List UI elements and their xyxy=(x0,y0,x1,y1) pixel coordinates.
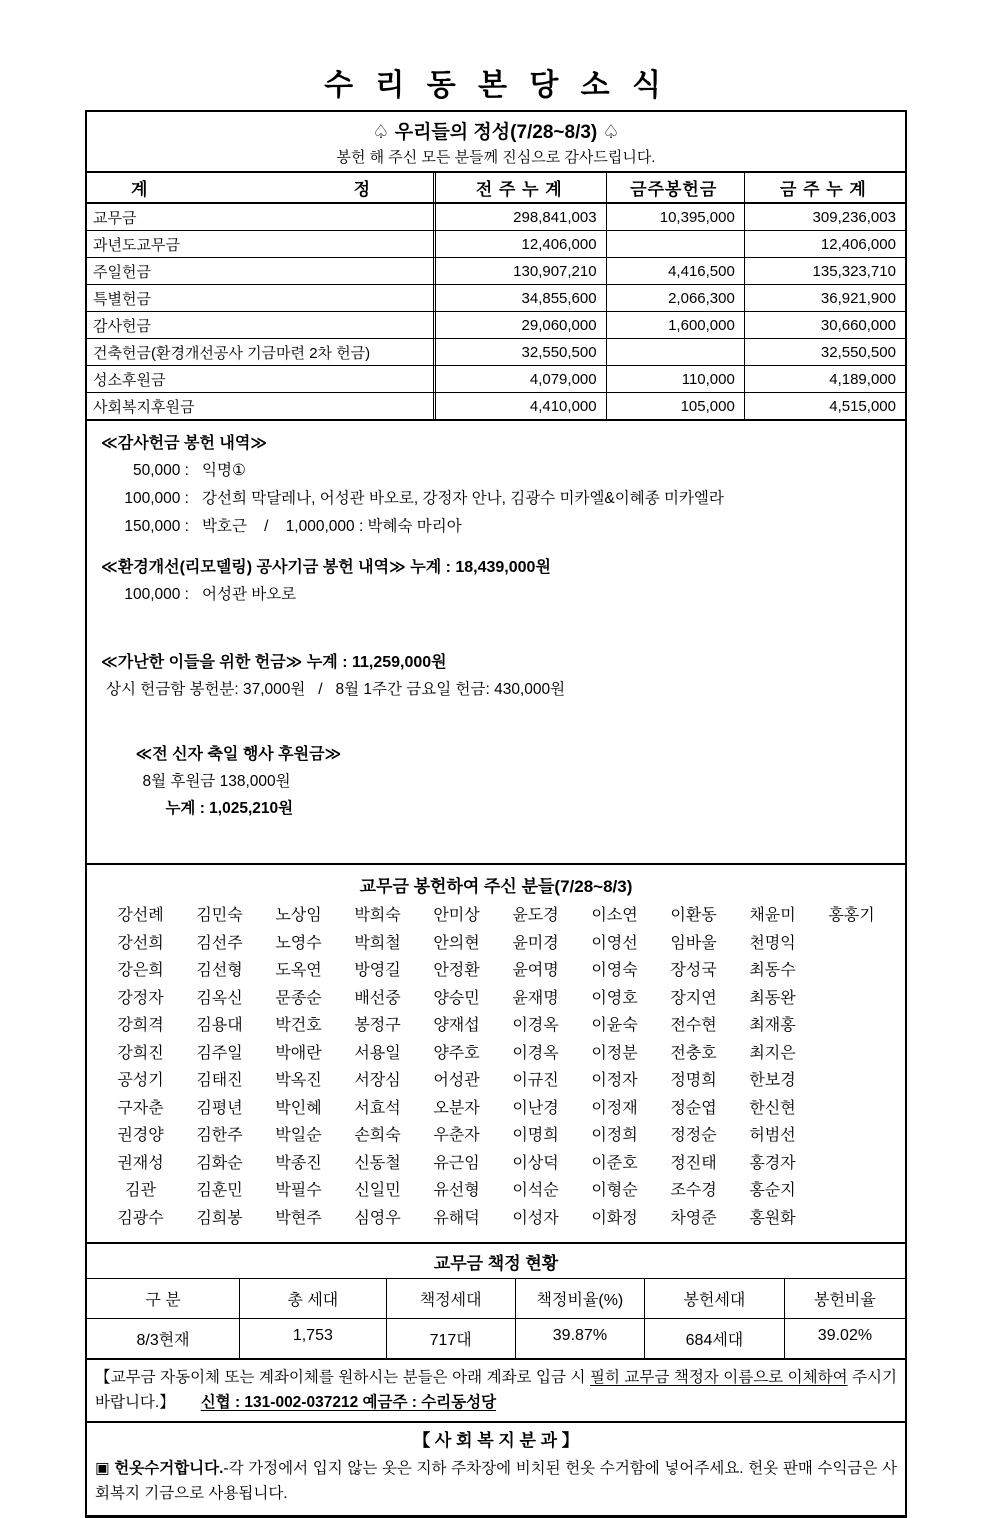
welfare-notice xyxy=(95,1456,897,1506)
thanks-offering-title: ≪감사헌금 봉헌 내역≫ xyxy=(101,435,268,452)
offering-donor-names: 박호근 / 1,000,000 : 박혜숙 마리아 xyxy=(202,518,462,535)
column-header-week-offering: 금주봉헌금 xyxy=(606,173,744,202)
donor-name: 손희숙 xyxy=(354,1127,401,1144)
offering-amount: 150,000 : xyxy=(124,518,189,535)
offering-prev-total: 130,907,210 xyxy=(433,258,606,284)
donor-name: 강은희 xyxy=(117,962,164,979)
donor-name: 박필수 xyxy=(275,1182,322,1199)
offering-week-amount: 110,000 xyxy=(606,366,744,392)
donor-name: 이환동 xyxy=(670,907,717,924)
offering-row xyxy=(87,338,905,365)
donor-name: 박희철 xyxy=(354,934,401,952)
donor-name: 노상임 xyxy=(275,907,322,924)
donor-row xyxy=(101,1067,891,1095)
donor-name: 박종진 xyxy=(275,1154,322,1172)
donor-name: 강선례 xyxy=(117,907,164,924)
thanks-offering-line xyxy=(101,457,891,485)
donors-section xyxy=(87,863,905,1242)
donor-name: 유근임 xyxy=(433,1154,480,1172)
offering-prev-total: 4,079,000 xyxy=(433,366,606,392)
assessment-title: 교무금 책정 현황 xyxy=(87,1244,905,1279)
assessment-column-header: 봉헌비율 xyxy=(784,1279,905,1318)
offerings-title: ♤ 우리들의 정성(7/28~8/3) ♤ xyxy=(372,122,620,143)
column-header-account-right: 정 xyxy=(353,180,371,199)
donor-name: 권경양 xyxy=(117,1127,164,1144)
donor-name: 홍홍기 xyxy=(828,907,875,924)
spacer xyxy=(101,541,891,554)
donor-name: 김평년 xyxy=(196,1099,243,1117)
donor-name: 공성기 xyxy=(117,1072,164,1089)
offering-prev-total: 29,060,000 xyxy=(433,312,606,338)
donor-name: 김한주 xyxy=(196,1127,243,1144)
donor-name: 이규진 xyxy=(512,1072,559,1089)
donor-name: 강희격 xyxy=(117,1017,164,1034)
donor-name: 박일순 xyxy=(275,1127,322,1144)
donor-name: 안의현 xyxy=(433,934,480,952)
donor-name: 박희숙 xyxy=(354,907,401,924)
donor-name: 양재섭 xyxy=(433,1017,480,1034)
poor-fund-line: 상시 헌금함 봉헌분: 37,000원 / 8월 1주간 금요일 헌금: 430,000원 xyxy=(106,681,566,698)
donor-name: 조수경 xyxy=(670,1182,717,1199)
donor-name: 도옥연 xyxy=(275,962,322,979)
thanks-offering-lines xyxy=(101,457,891,541)
offering-label: 성소후원금 xyxy=(93,371,166,389)
donor-name: 김옥신 xyxy=(196,989,243,1007)
donor-name: 홍원화 xyxy=(749,1209,796,1227)
donor-row xyxy=(101,1040,891,1068)
bank-account-info: 신협 : 131-002-037212 예금주 : 수리동성당 xyxy=(200,1394,497,1411)
offering-week-total: 12,406,000 xyxy=(744,231,905,257)
donor-name: 이윤숙 xyxy=(591,1017,638,1034)
assessment-value: 717대 xyxy=(386,1319,515,1358)
donor-name: 윤미경 xyxy=(512,934,559,952)
donor-name: 박애란 xyxy=(275,1044,322,1062)
offering-week-total: 36,921,900 xyxy=(744,285,905,311)
donor-name: 이명희 xyxy=(512,1127,559,1144)
offering-week-total: 30,660,000 xyxy=(744,312,905,338)
spacer xyxy=(101,609,891,649)
donor-name: 신동철 xyxy=(354,1154,401,1172)
donor-name: 이경옥 xyxy=(512,1044,559,1062)
donor-name: 신일민 xyxy=(354,1182,401,1199)
thanks-offering-line xyxy=(101,513,891,541)
donor-name: 유선형 xyxy=(433,1182,480,1199)
donor-name: 장성국 xyxy=(670,962,717,979)
donor-name: 채윤미 xyxy=(749,907,796,924)
offering-week-amount xyxy=(606,339,744,365)
offering-label: 사회복지후원금 xyxy=(93,398,195,416)
donor-name: 전수현 xyxy=(670,1017,717,1034)
remodeling-fund-line xyxy=(101,581,891,609)
donor-row xyxy=(101,902,891,930)
donor-name: 전충호 xyxy=(670,1044,717,1062)
donor-name: 이정분 xyxy=(591,1044,638,1062)
donor-name: 박건호 xyxy=(275,1017,322,1034)
donor-name: 이상덕 xyxy=(512,1154,559,1172)
donor-name: 이영숙 xyxy=(591,962,638,979)
assessment-section xyxy=(87,1242,905,1358)
offering-label: 건축헌금(환경개선공사 기금마련 2차 헌금) xyxy=(93,344,371,362)
offerings-header xyxy=(87,112,905,173)
donor-name: 허범선 xyxy=(749,1127,796,1144)
donor-name: 이난경 xyxy=(512,1099,559,1117)
offering-label: 주일헌금 xyxy=(93,263,151,281)
offering-donor-names: 익명① xyxy=(202,462,246,479)
donor-name: 권재성 xyxy=(117,1154,164,1172)
donor-name: 이성자 xyxy=(512,1209,559,1227)
donor-row xyxy=(101,1012,891,1040)
donor-name: 김화순 xyxy=(196,1154,243,1172)
donor-name: 서용일 xyxy=(354,1044,401,1062)
welfare-notice-body: -각 가정에서 입지 않는 옷은 지하 주차장에 비치된 헌옷 수거함에 넣어주세요. 헌옷 판매 수익금은 사회복지 기금으로 사용됩니다. xyxy=(95,1460,897,1502)
offering-prev-total: 298,841,003 xyxy=(433,204,606,230)
donor-name: 박인혜 xyxy=(275,1099,322,1117)
offering-week-amount: 4,416,500 xyxy=(606,258,744,284)
offering-row xyxy=(87,311,905,338)
poor-fund-title: ≪가난한 이들을 위한 헌금≫ 누계 : 11,259,000원 xyxy=(101,654,447,671)
donor-name: 윤여명 xyxy=(512,962,559,979)
assessment-value: 684세대 xyxy=(644,1319,784,1358)
offering-week-amount: 2,066,300 xyxy=(606,285,744,311)
page-title: 수 리 동 본 당 소 식 xyxy=(324,69,668,102)
donor-name: 양주호 xyxy=(433,1044,480,1062)
offering-row xyxy=(87,230,905,257)
donor-name: 김선주 xyxy=(196,934,243,952)
offering-week-total: 4,515,000 xyxy=(744,393,905,419)
donor-name: 우춘자 xyxy=(433,1127,480,1144)
donor-name: 김훈민 xyxy=(196,1182,243,1199)
donor-name: 봉정구 xyxy=(354,1017,401,1034)
offering-row xyxy=(87,204,905,230)
assessment-header-row xyxy=(87,1279,905,1319)
donor-name: 최동완 xyxy=(749,989,796,1007)
donor-name: 이석순 xyxy=(512,1182,559,1199)
donor-name: 김태진 xyxy=(196,1072,243,1089)
offering-donor-names: 어성관 바오로 xyxy=(202,586,297,603)
offering-week-amount xyxy=(606,231,744,257)
bulletin-body xyxy=(85,110,907,1518)
offering-prev-total: 4,410,000 xyxy=(433,393,606,419)
remodeling-fund-title: ≪환경개선(리모델링) 공사기금 봉헌 내역≫ 누계 : 18,439,000원 xyxy=(101,559,551,576)
donor-name: 이영호 xyxy=(591,989,638,1007)
offering-label: 교무금 xyxy=(93,209,137,227)
donor-name: 홍순지 xyxy=(749,1182,796,1199)
donor-name: 강정자 xyxy=(117,989,164,1007)
donor-row xyxy=(101,1150,891,1178)
donor-name: 어성관 xyxy=(433,1072,480,1089)
offering-row xyxy=(87,392,905,419)
welfare-notice-lead: ▣ 헌옷수거합니다. xyxy=(95,1460,224,1477)
donor-name: 천명익 xyxy=(749,934,796,952)
donor-name: 강희진 xyxy=(117,1044,164,1062)
donor-name: 김주일 xyxy=(196,1044,243,1062)
donors-title: 교무금 봉헌하여 주신 분들(7/28~8/3) xyxy=(359,877,633,896)
donor-name: 이정희 xyxy=(591,1127,638,1144)
donor-name: 정진태 xyxy=(670,1154,717,1172)
welfare-section xyxy=(87,1421,905,1515)
donor-name: 최재홍 xyxy=(749,1017,796,1034)
offerings-subtitle: 봉헌 해 주신 모든 분들께 진심으로 감사드립니다. xyxy=(336,149,656,166)
offering-label: 특별헌금 xyxy=(93,290,151,308)
donor-name: 차영준 xyxy=(670,1209,717,1227)
donor-name: 이소연 xyxy=(591,907,638,924)
donor-name: 김광수 xyxy=(117,1209,164,1227)
donor-name: 이화정 xyxy=(591,1209,638,1227)
offering-prev-total: 34,855,600 xyxy=(433,285,606,311)
donor-name: 장지연 xyxy=(670,989,717,1007)
donor-name: 구자춘 xyxy=(117,1099,164,1117)
donor-name: 정명희 xyxy=(670,1072,717,1089)
column-header-prev-total: 전 주 누 계 xyxy=(433,173,606,202)
donor-name: 최동수 xyxy=(749,962,796,979)
feast-fund-month-amount: 8월 후원금 138,000원 xyxy=(142,773,291,790)
donor-name: 이정재 xyxy=(591,1099,638,1117)
donor-name: 윤재명 xyxy=(512,989,559,1007)
donor-name: 서효석 xyxy=(354,1099,401,1117)
donor-row xyxy=(101,957,891,985)
assessment-value: 8/3현재 xyxy=(136,1332,190,1349)
donor-row xyxy=(101,930,891,958)
donor-name: 김용대 xyxy=(196,1017,243,1034)
assessment-value: 1,753 xyxy=(239,1319,385,1358)
offering-prev-total: 32,550,500 xyxy=(433,339,606,365)
donor-name: 임바울 xyxy=(670,934,717,952)
feast-fund-title: ≪전 신자 축일 행사 후원금≫ xyxy=(135,746,342,763)
transfer-note-section xyxy=(87,1358,905,1421)
column-header-week-total: 금 주 누 계 xyxy=(744,173,905,202)
offering-week-amount: 1,600,000 xyxy=(606,312,744,338)
donor-name: 김민숙 xyxy=(196,907,243,924)
assessment-column-header: 책정세대 xyxy=(386,1279,515,1318)
offering-week-total: 4,189,000 xyxy=(744,366,905,392)
donor-name: 서장심 xyxy=(354,1072,401,1089)
assessment-column-header: 구 분 xyxy=(145,1292,181,1309)
offering-donor-names: 강선희 막달레나, 어성관 바오로, 강정자 안나, 김광수 미카엘&이혜종 미카엘라 xyxy=(202,490,724,507)
donor-name: 김희봉 xyxy=(196,1209,243,1227)
transfer-note-text: 【교무금 자동이체 또는 계좌이체를 원하시는 분들은 아래 계좌로 입금 시 xyxy=(95,1369,590,1386)
spacer xyxy=(101,703,891,714)
donor-name: 유해덕 xyxy=(433,1209,480,1227)
offering-row xyxy=(87,257,905,284)
offerings-section xyxy=(87,112,905,419)
welfare-title: 【 사 회 복 지 분 과 】 xyxy=(413,1431,579,1450)
donor-name: 이형순 xyxy=(591,1182,638,1199)
donor-name: 양승민 xyxy=(433,989,480,1007)
offering-label: 과년도교무금 xyxy=(93,236,180,254)
feast-fund-total: 누계 : 1,025,210원 xyxy=(165,800,294,817)
offerings-column-header-row xyxy=(87,173,905,204)
donor-name: 정정순 xyxy=(670,1127,717,1144)
assessment-column-header: 책정비율(%) xyxy=(515,1279,644,1318)
donor-name: 박옥진 xyxy=(275,1072,322,1089)
offering-row xyxy=(87,365,905,392)
assessment-column-header: 총 세대 xyxy=(239,1279,385,1318)
donor-name: 윤도경 xyxy=(512,907,559,924)
assessment-column-header: 봉헌세대 xyxy=(644,1279,784,1318)
donor-name: 이영선 xyxy=(591,934,638,952)
donor-name: 홍경자 xyxy=(749,1154,796,1172)
donor-name: 노영수 xyxy=(275,934,322,952)
offering-amount: 100,000 : xyxy=(124,586,189,603)
donor-name-grid xyxy=(87,900,905,1242)
donor-row xyxy=(101,1095,891,1123)
assessment-value-row xyxy=(87,1319,905,1358)
donor-name: 한보경 xyxy=(749,1072,796,1089)
offering-label: 감사헌금 xyxy=(93,317,151,335)
donor-name: 정순엽 xyxy=(670,1099,717,1117)
offerings-rows xyxy=(87,204,905,419)
offering-week-total: 135,323,710 xyxy=(744,258,905,284)
donor-name: 한신현 xyxy=(749,1099,796,1117)
offering-prev-total: 12,406,000 xyxy=(433,231,606,257)
donor-name: 심영우 xyxy=(354,1209,401,1227)
offering-amount: 100,000 : xyxy=(124,490,189,507)
details-section xyxy=(87,419,905,863)
offering-week-amount: 10,395,000 xyxy=(606,204,744,230)
donor-name: 박현주 xyxy=(275,1209,322,1227)
donor-name: 이준호 xyxy=(591,1154,638,1172)
donor-name: 안미상 xyxy=(433,907,480,924)
transfer-note-suffix: 주시기 바랍니다.】 xyxy=(95,1369,897,1411)
donor-name: 배선중 xyxy=(354,989,401,1007)
donor-name: 강선희 xyxy=(117,934,164,952)
donor-name: 김선형 xyxy=(196,962,243,979)
donor-name: 김관 xyxy=(125,1182,156,1199)
offering-week-amount: 105,000 xyxy=(606,393,744,419)
transfer-note-underlined: 필히 교무금 책정자 이름으로 이체하여 xyxy=(589,1369,848,1386)
offering-week-total: 32,550,500 xyxy=(744,339,905,365)
feast-fund-line xyxy=(101,714,891,849)
column-header-account-left: 계 xyxy=(131,180,149,199)
donor-name: 문종순 xyxy=(275,989,322,1007)
assessment-value: 39.02% xyxy=(784,1319,905,1358)
donor-row xyxy=(101,1177,891,1205)
donor-name: 방영길 xyxy=(354,962,401,979)
donor-name: 오분자 xyxy=(433,1099,480,1117)
offering-amount: 50,000 : xyxy=(132,462,189,479)
column-header-account xyxy=(87,173,433,202)
thanks-offering-line xyxy=(101,485,891,513)
assessment-value: 39.87% xyxy=(515,1319,644,1358)
donor-name: 이정자 xyxy=(591,1072,638,1089)
donor-row xyxy=(101,1205,891,1233)
offering-row xyxy=(87,284,905,311)
donor-name: 최지은 xyxy=(749,1044,796,1062)
donor-name: 안정환 xyxy=(433,962,480,979)
offering-week-total: 309,236,003 xyxy=(744,204,905,230)
donor-name: 이경옥 xyxy=(512,1017,559,1034)
donor-row xyxy=(101,1122,891,1150)
donor-row xyxy=(101,985,891,1013)
